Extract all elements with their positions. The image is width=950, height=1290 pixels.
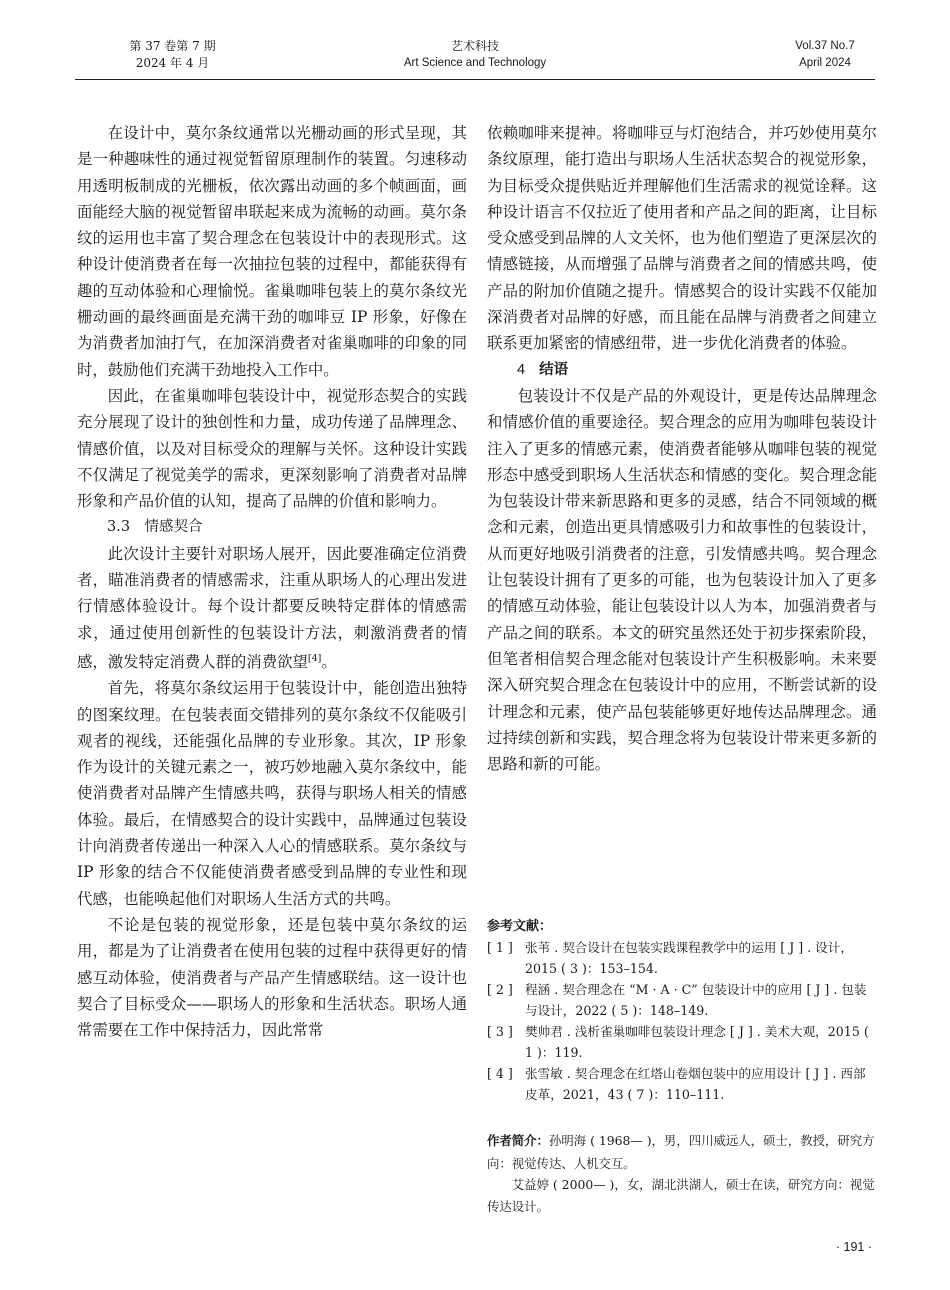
author-bio-1 [487,1130,877,1174]
section-heading-4 [487,357,877,383]
header-rule [75,79,875,80]
reference-text: 张苇 . 契合设计在包装实践课程教学中的运用 [ J ] . 设计，2015 ( 3 )：153–154. [525,940,853,976]
author-bio-2: 艾益婷 ( 2000— )，女，湖北洪湖人，硕士在读，研究方向：视觉传达设计。 [487,1177,875,1214]
reference-item [487,937,877,979]
left-column [77,120,467,1043]
reference-index: [ 3 ] [487,1024,513,1039]
page-number: · 191 · [835,1240,872,1254]
section-number: 4 [517,361,526,378]
reference-index: [ 2 ] [487,982,513,997]
citation-marker[interactable]: [4] [307,652,322,664]
reference-text: 张雪敏 . 契合理念在红塔山卷烟包装中的应用设计 [ J ] . 西部皮革，2021，43 ( 7 )：110–111. [525,1066,866,1102]
paragraph: 首先，将莫尔条纹运用于包装设计中，能创造出独特的图案纹理。在包装表面交错排列的莫尔条纹不仅能吸引观者的视线，还能强化品牌的专业形象。其次，IP 形象作为设计的关键元素之一，被巧妙地融入莫尔条纹中，能使消费者对品牌产生情感共鸣，获得与职场人相关的情感体验。最后，在情感契合的设计实践中，品牌通过包装设计向消费者传递出一种深入人心的情感联系。莫尔条纹与 IP 形象的结合不仅能使消费者感受到品牌的专业性和现代感，也能唤起他们对职场人生活方式的共鸣。 [77,679,467,908]
issue-info-en [775,38,875,72]
date-cn: 2024 年 4 月 [135,56,210,70]
journal-title-en: Art Science and Technology [403,57,547,69]
volume-issue-en: Vol.37 No.7 [795,40,855,52]
reference-item [487,979,877,1021]
paragraph: 不论是包装的视觉形象，还是包装中莫尔条纹的运用，都是为了让消费者在使用包装的过程中获得更好的情感互动体验，使消费者与产品产生情感联结。这一设计也契合了目标受众——职场人的形象和生活状态。职场人通常需要在工作中保持活力，因此常常 [77,915,467,1040]
section-title: 结语 [539,361,569,378]
paragraph [77,541,467,675]
journal-title-cn: 艺术科技 [450,39,499,53]
paragraph: 因此，在雀巢咖啡包装设计中，视觉形态契合的实践充分展现了设计的独创性和力量，成功传递了品牌理念、情感价值，以及对目标受众的理解与关怀。这种设计实践不仅满足了视觉美学的需求，更深刻影响了消费者对品牌形象和产品价值的认知，提高了品牌的价值和影响力。 [77,386,467,511]
date-en: April 2024 [799,57,851,69]
reference-text: 樊帅君 . 浅析雀巢咖啡包装设计理念 [ J ] . 美术大观，2015 ( 1 )：119. [525,1024,869,1060]
section-heading-3-3: 3.3 情感契合 [107,519,203,536]
reference-index: [ 4 ] [487,1066,513,1081]
author-bio-text: 孙明海 ( 1968— )，男，四川威远人，硕士，教授，研究方向：视觉传达、人机交互。 [487,1133,875,1171]
paragraph: 依赖咖啡来提神。将咖啡豆与灯泡结合，并巧妙使用莫尔条纹原理，能打造出与职场人生活状态契合的视觉形象，为目标受众提供贴近并理解他们生活需求的视觉诠释。这种设计语言不仅拉近了使用者和产品之间的距离，让目标受众感受到品牌的人文关怀，也为他们塑造了更深层次的情感链接，从而增强了品牌与消费者之间的情感共鸣，使产品的附加价值随之提升。情感契合的设计实践不仅能加深消费者对品牌的好感，而且能在品牌与消费者之间建立联系更加紧密的情感纽带，进一步优化消费者的体验。 [487,124,877,353]
paragraph: 包装设计不仅是产品的外观设计，更是传达品牌理念和情感价值的重要途径。契合理念的应用为咖啡包装设计注入了更多的情感元素，使消费者能够从咖啡包装的视觉形态中感受到职场人生活状态和情感的变化。契合理念能为包装设计带来新思路和更多的灵感，结合不同领域的概念和元素，创造出更具情感吸引力和故事性的包装设计，从而更好地吸引消费者的注意，引发情感共鸣。契合理念让包装设计拥有了更多的可能，也为包装设计加入了更多的情感互动体验，能让包装设计以人为本，加强消费者与产品之间的联系。本文的研究虽然还处于初步探索阶段，但笔者相信契合理念能对包装设计产生积极影响。未来要深入研究契合理念在包装设计中的应用，不断尝试新的设计理念和元素，使产品包装能够更好地传达品牌理念。通过持续创新和实践，契合理念将为包装设计带来更多新的思路和新的可能。 [487,386,877,774]
references [487,915,877,1105]
reference-item [487,1021,877,1063]
author-bio [487,1130,877,1217]
paragraph-text: 此次设计主要针对职场人展开，因此要准确定位消费者，瞄准消费者的情感需求，注重从职场人的心理出发进行情感体验设计。每个设计都要反映特定群体的情感需求，通过使用创新性的包装设计方法，刺激消费者的情感，激发特定消费人群的消费欲望 [77,544,467,671]
references-title: 参考文献： [487,918,553,933]
volume-issue-cn: 第 37 卷第 7 期 [129,39,216,53]
paragraph: 在设计中，莫尔条纹通常以光栅动画的形式呈现，其是一种趣味性的通过视觉暂留原理制作的装置。匀速移动用透明板制成的光栅板，依次露出动画的多个帧画面，画面能经大脑的视觉暂留串联起来成为流畅的动画。莫尔条纹的运用也丰富了契合理念在包装设计中的表现形式。这种设计使消费者在每一次抽拉包装的过程中，都能获得有趣的互动体验和心理愉悦。雀巢咖啡包装上的莫尔条纹光栅动画的最终画面是充满干劲的咖啡豆 IP 形象，好像在为消费者加油打气，在加深消费者对雀巢咖啡的印象的同时，鼓励他们充满干劲地投入工作中。 [77,124,467,379]
reference-index: [ 1 ] [487,940,513,955]
reference-item [487,1063,877,1105]
paragraph-end: 。 [321,652,337,671]
running-header [75,38,875,74]
right-column [487,120,877,777]
author-bio-label: 作者简介： [487,1134,549,1148]
journal-title [75,38,875,72]
reference-text: 程涵 . 契合理念在 “M · A · C” 包装设计中的应用 [ J ] . 包装与设计，2022 ( 5 )：148–149. [525,982,867,1018]
